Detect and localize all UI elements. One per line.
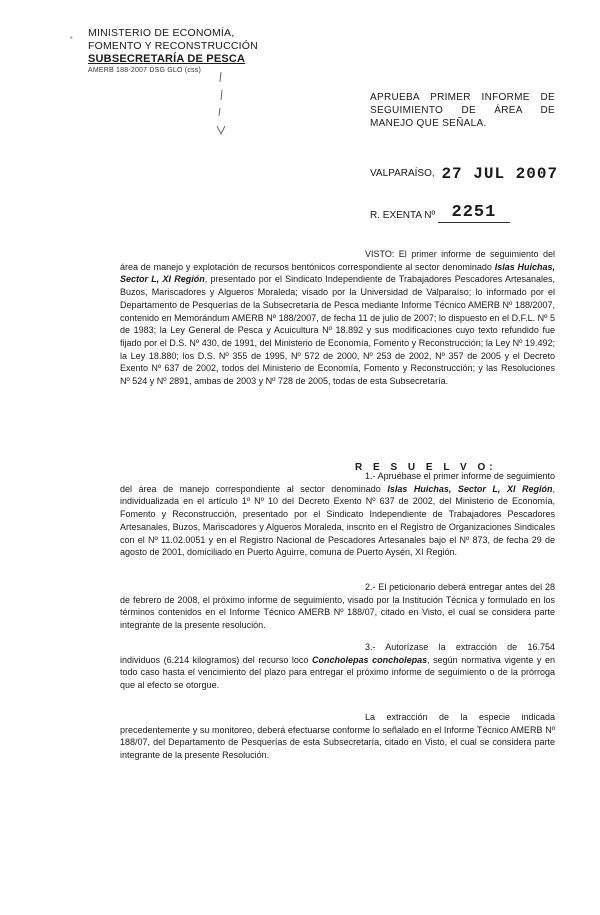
item-3 [120,641,555,692]
city: VALPARAÍSO, [370,168,435,179]
item-1 [120,470,555,559]
exenta-value: 2251 [438,203,510,223]
margin-marks [205,60,235,140]
item-4 [120,711,555,762]
item-3-text-a: individuos (6.214 kilogramos) del recurso loco [120,654,312,665]
item-2-lead: 2.- El peticionario deberá entregar antes [365,582,528,592]
item-1-text-a: seguimiento del área de manejo correspondiente al sector denominado [120,471,555,494]
visto-lead: VISTO: [365,249,395,259]
visto-paragraph [120,248,555,388]
undersecretary-name: SUBSECRETARÍA DE PESCA [88,53,246,65]
sector-name: Islas Huichas, Sector L, XI Región [120,261,556,285]
item-1-lead: 1.- Apruébase el primer informe de [365,471,504,481]
item-4-lead: La extracción de la especie indicada [365,712,555,722]
item-1-text-b: , individualizada en el artículo 1º Nº 10 del Decreto Exento Nº 637 de 2002, del Ministerio de Economía, Fomento y Reconstrucción, presentado por el Sindicato Independiente de Trabajadores Pescadores Artesanales, Buzos, Mariscadores y Algueros Moraleda, inscrito en el Registro de Organizaciones Sindicales con el Nº 11.02.0051 y en el Registro Nacional de Pescadores Artesanales bajo el Nº 873, de fecha 29 de agosto de 2001, domiciliado en Puerto Aguirre, comuna de Puerto Aysén, XI Región. [120,483,555,558]
resolution-title: APRUEBA PRIMER INFORME DE SEGUIMIENTO DE ÁREA DE MANEJO QUE SEÑALA. [370,92,555,129]
place-and-date [370,163,558,181]
scan-mark: ˚ [70,36,73,46]
ministry-name-line1: MINISTERIO DE ECONOMÍA, [88,27,235,39]
exenta-number [370,205,510,225]
item-1-sector: Islas Huichas, Sector L, XI Región [387,483,553,494]
resuelvo-heading: R E S U E L V O: [355,462,497,473]
reference-code: AMERB 188-2007 DSG GLO (css) [88,67,201,74]
item-4-text: precedentemente y su monitoreo, deberá efectuarse conforme lo señalado en el Informe Técnico AMERB Nº 188/07, del Departamento de Pesquerías de esta Subsecretaría, citado en Visto, el cual se considera parte integrante de la presente Resolución. [120,724,555,761]
exenta-label: R. EXENTA Nº [370,210,436,221]
item-2-text: del 28 de febrero de 2008, el próximo informe de seguimiento, visado por la Institución Técnica y formulado en los términos contenidos en el Informe Técnico AMERB Nº 188/07, citado en Visto, el cual se considera parte integrante de la presente resolución. [120,582,555,631]
item-3-lead: 3.- Autorízase la extracción de 16.754 [365,642,555,652]
species-name: Concholepas concholepas [312,654,428,665]
visto-text-a: El primer informe de seguimiento del área de manejo y explotación de recursos bentónicos correspondiente al sector denominado [120,249,555,272]
visto-text-b: , presentado por el Sindicato Independiente de Trabajadores Pescadores Artesanales, Buzos, Mariscadores y Algueros Moraleda; visado por la Universidad de Valparaíso; lo informado por el Departamento de Pesquerías de la Subsecretaría de Pesca mediante Informe Técnico AMERB Nº 188/2007, contenido en Memorándum AMERB Nº 188/2007, de fecha 11 de julio de 2007; lo dispuesto en el D.F.L. Nº 5 de 1983; la Ley General de Pesca y Acuicultura Nº 18.892 y sus modificaciones cuyo texto refundido fue fijado por el D.S. Nº 430, de 1991, del Ministerio de Economía, Fomento y Reconstrucción; la Ley Nº 19.492; la Ley 18.880; los D.S. Nº 355 de 1995, Nº 572 de 2000, Nº 253 de 2002, Nº 357 de 2005 y el Decreto Exento Nº 637 de 2002, todos del Ministerio de Economía, Fomento y Reconstrucción; y las Resoluciones Nº 524 y Nº 2891, ambas de 2003 y Nº 728 de 2005, todas de esta Subsecretaría. [120,274,555,387]
ministry-name-line2: FOMENTO Y RECONSTRUCCIÓN [88,40,258,52]
ministry-header [88,27,288,75]
item-3-text-b: , según normativa vigente y en todo caso hasta el vencimiento del plazo para entregar el próximo informe de seguimiento o de la prórroga que al efecto se otorgue. [120,654,555,691]
date-stamp: 27 JUL 2007 [441,165,559,183]
item-2 [120,581,555,632]
